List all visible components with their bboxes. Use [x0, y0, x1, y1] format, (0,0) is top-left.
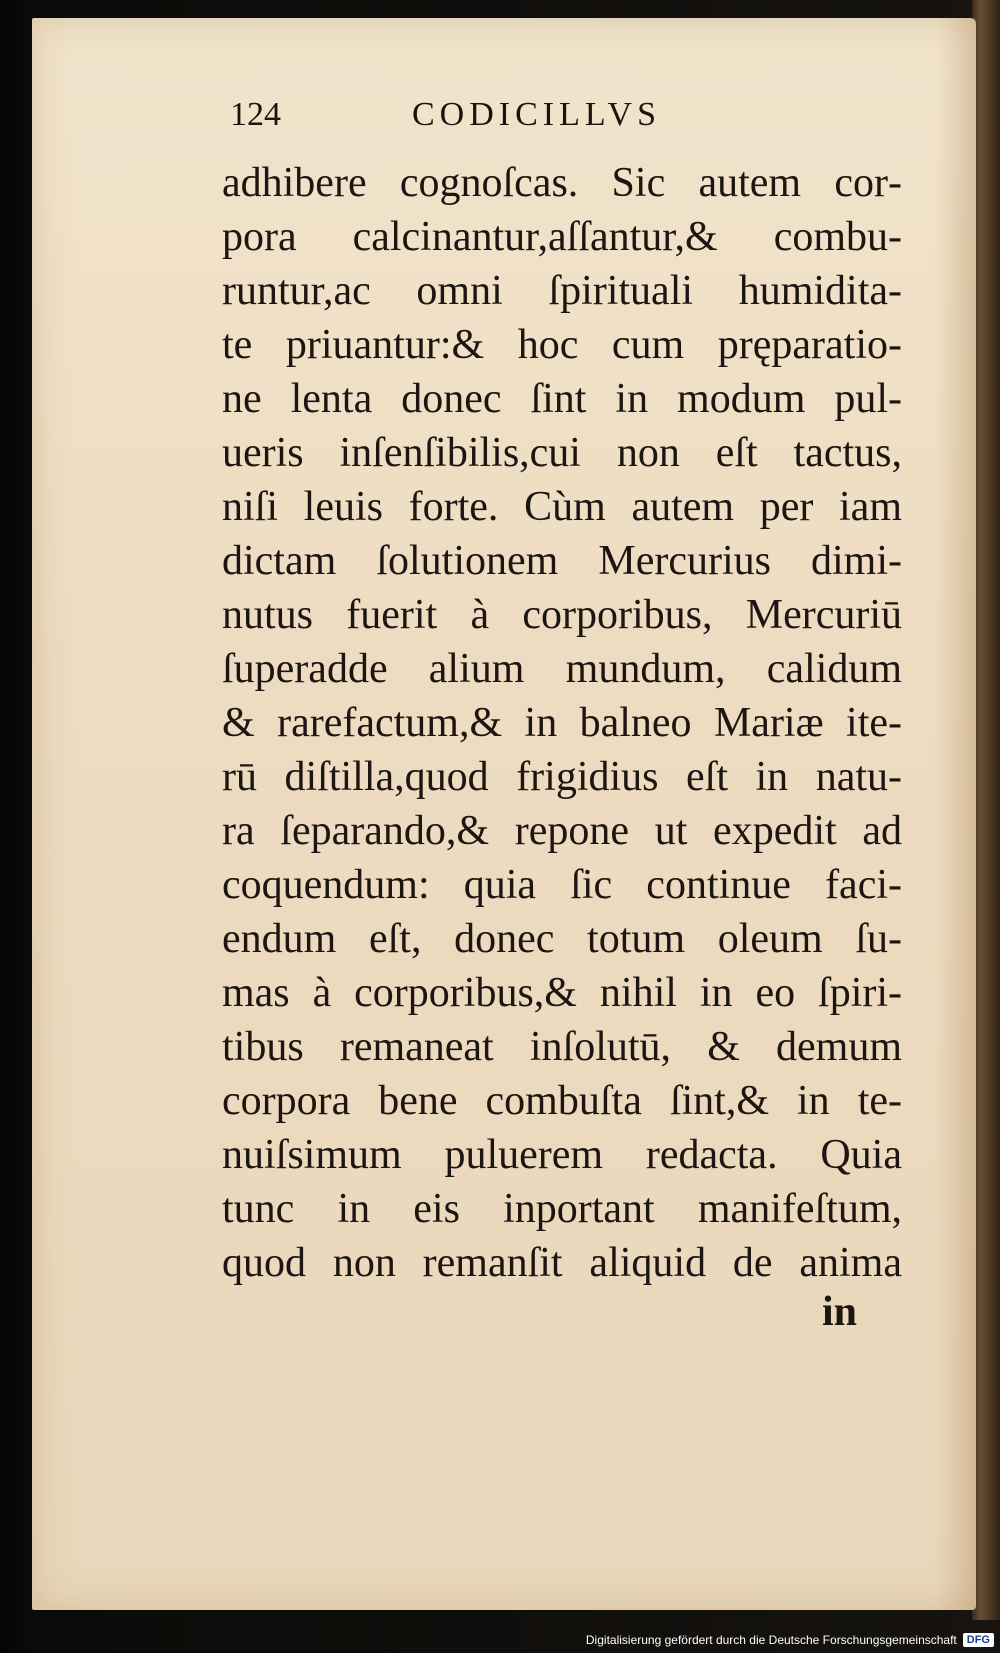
- text-line: ſuperadde alium mundum, calidum: [222, 646, 902, 692]
- page-number: 124: [230, 96, 281, 133]
- text-line: te priuantur:& hoc cum pręparatio‑: [222, 322, 902, 368]
- text-line: corpora bene combuſta ſint,& in te‑: [222, 1078, 902, 1124]
- text-line: tunc in eis inportant manifeſtum,: [222, 1186, 902, 1232]
- text-line: tibus remaneat inſolutū, & demum: [222, 1024, 902, 1070]
- book-edge: [972, 0, 1000, 1620]
- text-line: endum eſt, donec totum oleum ſu‑: [222, 916, 902, 962]
- text-line: ueris inſenſibilis,cui non eſt tactus,: [222, 430, 902, 476]
- text-line: adhibere cognoſcas. Sic autem cor‑: [222, 160, 902, 206]
- credit-text: Digitalisierung gefördert durch die Deutsche Forschungsgemeinschaft: [585, 1633, 957, 1647]
- text-line: nutus fuerit à corporibus, Mercuriū: [222, 592, 902, 638]
- book-page: [32, 18, 976, 1610]
- text-line: quod non remanſit aliquid de anima: [222, 1240, 902, 1286]
- running-head: CODICILLVS: [412, 96, 661, 133]
- text-line: nuiſsimum puluerem redacta. Quia: [222, 1132, 902, 1178]
- text-line: rū diſtilla,quod frigidius eſt in natu‑: [222, 754, 902, 800]
- catchword: in: [822, 1289, 858, 1335]
- body-text: [222, 156, 902, 1290]
- text-line: mas à corporibus,& nihil in eo ſpiri‑: [222, 970, 902, 1016]
- digitization-credit: [586, 1633, 994, 1647]
- dfg-logo: DFG: [963, 1633, 994, 1647]
- page-header: [230, 96, 750, 146]
- text-line: pora calcinantur,aſſantur,& combu‑: [222, 214, 902, 260]
- text-line: ne lenta donec ſint in modum pul‑: [222, 376, 902, 422]
- text-line: coquendum: quia ſic continue faci‑: [222, 862, 902, 908]
- text-line: & rarefactum,& in balneo Mariæ ite‑: [222, 700, 902, 746]
- text-line: ra ſeparando,& repone ut expedit ad: [222, 808, 902, 854]
- text-line: niſi leuis forte. Cùm autem per iam: [222, 484, 902, 530]
- text-line: dictam ſolutionem Mercurius dimi‑: [222, 538, 902, 584]
- text-line: runtur,ac omni ſpirituali humidita‑: [222, 268, 902, 314]
